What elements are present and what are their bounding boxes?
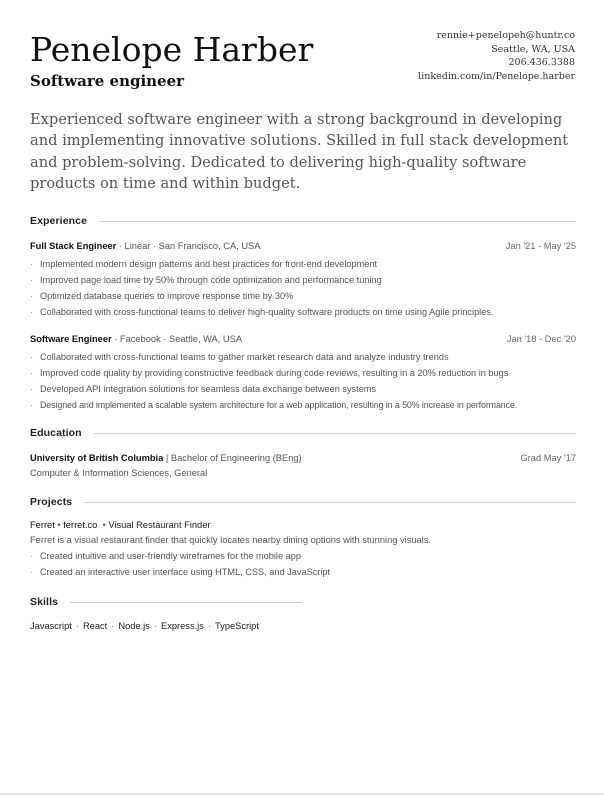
education-field: Computer & Information Sciences, General	[30, 468, 208, 478]
project-name: Ferret	[30, 520, 55, 530]
job-bullet: · Collaborated with cross-functional teams to gather market research data and analyze industry trends	[30, 349, 517, 365]
job-bullets	[30, 349, 517, 413]
job-title: Software Engineer	[30, 334, 112, 344]
job-bullet: · Implemented modern design patterns and best practices for front-end development	[30, 256, 493, 272]
job-bullet: · Improved page load time by 50% through code optimization and performance tuning	[30, 272, 493, 288]
job-bullet: · Collaborated with cross-functional teams to deliver high-quality software products on time using Agile principles.	[30, 304, 493, 320]
education-separator: |	[165, 453, 169, 463]
candidate-title: Software engineer	[30, 72, 185, 90]
job-header: Software Engineer · Facebook · Seattle, WA, USA Jan '18 - Dec '20	[30, 334, 576, 344]
job-dates: Jan '21 - May '25	[505, 241, 576, 251]
contact-block	[418, 29, 575, 83]
job-location: Seattle, WA, USA	[169, 334, 243, 344]
project-bullets	[30, 548, 330, 580]
project-bullet: · Created intuitive and user-friendly wireframes for the mobile app	[30, 548, 330, 564]
section-divider	[99, 221, 576, 222]
section-title: Skills	[30, 596, 59, 608]
contact-location: Seattle, WA, USA	[491, 43, 575, 55]
education-dates: Grad May '17	[520, 453, 576, 463]
job-title: Full Stack Engineer	[30, 241, 117, 251]
job-bullet: · Improved code quality by providing constructive feedback during code reviews, resulting in a 20% reduction in bugs	[30, 365, 517, 381]
education-header	[30, 451, 576, 465]
skill-item: Node.js	[118, 621, 150, 631]
section-divider	[84, 502, 576, 503]
job-bullet: · Optimized database queries to improve response time by 30%	[30, 288, 493, 304]
contact-linkedin[interactable]: linkedin.com/in/Penelope.harber	[418, 70, 575, 82]
skill-item: TypeScript	[215, 621, 259, 631]
contact-phone[interactable]: 206.436.3388	[508, 57, 575, 68]
job-company: Linear	[124, 241, 151, 251]
projects-section-header	[30, 496, 576, 508]
section-title: Education	[30, 427, 82, 439]
skill-item: React	[82, 621, 108, 631]
section-divider	[94, 433, 576, 434]
project-description: Ferret is a visual restaurant finder that quickly locates nearby dining options with stunning visuals.	[30, 535, 432, 545]
professional-summary: Experienced software engineer with a strong background in developing and implementing innovative solutions. Skilled in full stack development and problem-solving. Dedicated to delivering high-quality software products on time and within budget.	[30, 111, 569, 192]
skill-item: Javascript	[30, 621, 72, 631]
skill-item: Express.js	[161, 621, 204, 631]
job-company: Facebook	[119, 334, 161, 344]
section-title: Projects	[30, 496, 73, 508]
degree-name: Bachelor of Engineering (BEng)	[170, 453, 302, 463]
skills-section-header	[30, 596, 302, 608]
job-bullets	[30, 256, 493, 320]
education-section-header	[30, 427, 576, 439]
job-header: Full Stack Engineer · Linear · San Francisco, CA, USA Jan '21 - May '25	[30, 241, 576, 251]
section-title: Experience	[30, 215, 88, 227]
section-divider	[70, 602, 302, 603]
school-name: University of British Columbia	[30, 453, 164, 463]
skills-list: Javascript · React · Node.js · Express.js · TypeScript	[30, 621, 259, 631]
project-link[interactable]: ferret.co	[63, 520, 98, 530]
experience-section-header	[30, 215, 576, 227]
job-bullet: · Developed API integration solutions for seamless data exchange between systems	[30, 381, 517, 397]
project-tagline: Visual Restaurant Finder	[108, 520, 211, 530]
contact-email[interactable]: rennie+penelopeh@huntr.co	[436, 30, 575, 41]
job-location: San Francisco, CA, USA	[158, 241, 261, 251]
candidate-name: Penelope Harber	[30, 30, 314, 69]
job-bullet: · Designed and implemented a scalable system architecture for a web application, resulting in a 50% increase in performance.	[30, 397, 517, 413]
job-dates: Jan '18 - Dec '20	[506, 334, 576, 344]
project-bullet: · Created an interactive user interface using HTML, CSS, and JavaScript	[30, 564, 330, 580]
project-header: Ferret • ferret.co • Visual Restaurant Finder	[30, 520, 211, 530]
